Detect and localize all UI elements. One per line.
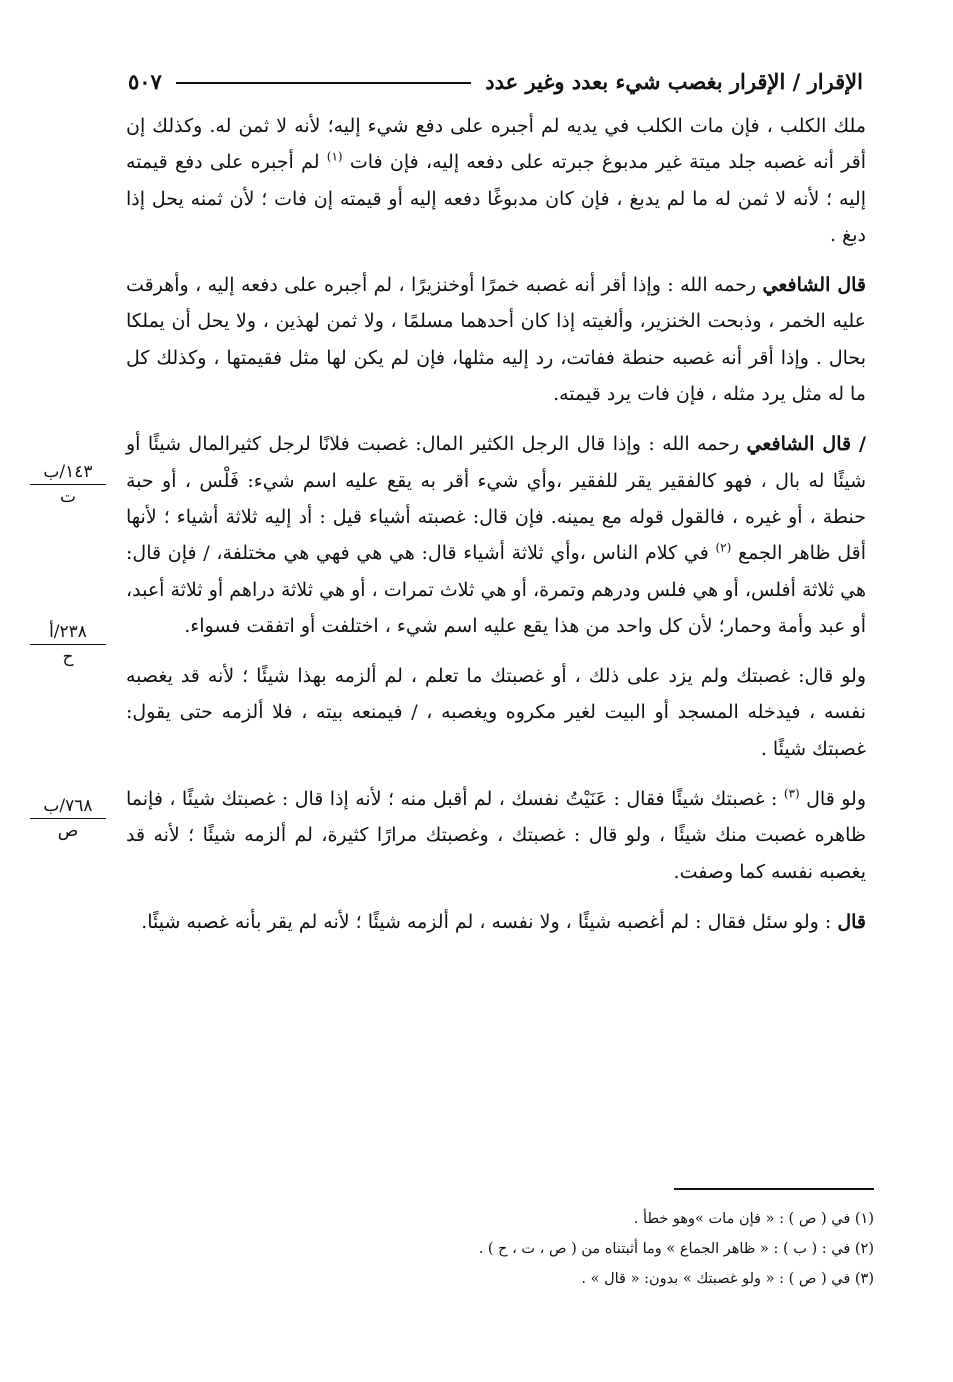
paragraph-text: ملك الكلب ، فإن مات الكلب في يديه لم أجبره على دفع شيء إليه؛ لأنه لا ثمن له. وكذلك إن أقر أنه غصبه جلد ميتة غير مدبوغ جبرته على دفعه إليه، فإن فات bbox=[126, 115, 866, 174]
footnote-3: (٣) في ( ص ) : « ولو غصبتك » بدون: « قال » . bbox=[581, 1271, 874, 1287]
margin-reference bbox=[30, 622, 106, 667]
paragraph-text: رحمه الله : وإذا قال الرجل الكثير المال: غصبت فلانًا لرجل كثيرالمال شيئًا أو شيئًا له بال ، فهو كالفقير يقر للفقير ،وأي شيء أقر به يقع عليه اسم شيء: فَلْس ، أو حبة حنطة ، أو غيره ، فالقول قوله مع يمينه. فإن قال: غصبته أشياء قيل : أد إليه ثلاثة أشياء ؛ لأنها أقل ظاهر الجمع bbox=[126, 433, 866, 565]
paragraph-lead: قال bbox=[837, 910, 866, 933]
paragraph-lead: قال الشافعي bbox=[762, 274, 867, 297]
paragraph-text: ولو قال bbox=[806, 788, 866, 811]
margin-reference-number: ٢٣٨/أ bbox=[30, 622, 106, 645]
paragraph-lead: / قال الشافعي bbox=[746, 433, 866, 456]
footnote-1: (١) في ( ص ) : « فإن مات »وهو خطأ . bbox=[633, 1211, 874, 1227]
page-number: ٥٠٧ bbox=[128, 69, 162, 94]
margin-reference-siglum: ح bbox=[62, 647, 74, 667]
paragraph-1 bbox=[126, 108, 866, 253]
paragraph-3 bbox=[126, 426, 866, 644]
footnote-2: (٢) في : ( ب ) : « ظاهر الجماع » وما أثبتناه من ( ص ، ت ، ح ) . bbox=[478, 1241, 874, 1257]
paragraph-text: لم أجبره على دفع قيمته إليه ؛ لأنه لا ثمن له ما لم يدبغ ، فإن كان مدبوغًا دفعه إليه أو قيمته إن فات ؛ لأن ثمنه يحل إذا دبغ . bbox=[126, 151, 866, 246]
footnotes bbox=[128, 1204, 874, 1294]
paragraph-text: رحمه الله : وإذا أقر أنه غصبه خمرًا أوخنزيرًا ، لم أجبره على دفعه إليه ، وأهرقت عليه الخمر ، وذبحت الخنزير، وألغيته إذا كان أحدهما مسلمًا ، ولا ثمن لهذين ، ولا يحل أن يملكا بحال . وإذا أقر أنه غصبه حنطة ففاتت، رد إليه مثلها، فإن لم يكن لها مثل فقيمتها ، وكذلك كل ما له مثل يرد مثله ، فإن فات يرد قيمته. bbox=[126, 274, 866, 406]
margin-reference bbox=[30, 796, 106, 841]
running-title: الإقرار / الإقرار بغصب شيء بعدد وغير عدد bbox=[485, 69, 863, 94]
paragraph-2 bbox=[126, 267, 866, 412]
paragraph-5 bbox=[126, 781, 866, 890]
paragraph-text: : غصبتك شيئًا فقال : عَنَيْتُ نفسك ، لم أقبل منه ؛ لأنه إذا قال : غصبتك شيئًا ، فإنما ظاهره غصبت منك شيئًا ، ولو قال : غصبتك ، وغصبتك مرارًا كثيرة، لم ألزمه شيئًا ؛ لأنه قد يغصبه نفسه كما وصفت. bbox=[126, 788, 866, 883]
footnote-marker: (١) bbox=[326, 149, 343, 164]
margin-reference bbox=[30, 462, 106, 507]
main-text bbox=[126, 108, 866, 948]
footnote-marker: (٣) bbox=[783, 786, 800, 801]
paragraph-6 bbox=[126, 904, 866, 940]
paragraph-4 bbox=[126, 658, 866, 767]
footnote-marker: (٢) bbox=[715, 540, 732, 555]
header-rule bbox=[176, 82, 471, 84]
margin-reference-number: ١٤٣/ب bbox=[30, 462, 106, 485]
margin-reference-siglum: ص bbox=[57, 821, 79, 841]
paragraph-text: ولو قال: غصبتك ولم يزد على ذلك ، أو غصبتك ما تعلم ، لم ألزمه بهذا شيئًا ؛ لأنه قد يغصبه نفسه ، فيدخله المسجد أو البيت لغير مكروه ويغصبه ، / فيمنعه بيته ، فلا ألزمه حتى يقول: غصبتك شيئًا . bbox=[126, 665, 866, 760]
page-header bbox=[128, 54, 863, 94]
margin-reference-siglum: ت bbox=[59, 487, 76, 507]
margin-reference-number: ٧٦٨/ب bbox=[30, 796, 106, 819]
paragraph-text: : ولو سئل فقال : لم أغصبه شيئًا ، ولا نفسه ، لم ألزمه شيئًا ؛ لأنه لم يقر بأنه غصبه شيئًا. bbox=[141, 910, 832, 933]
paragraph-text: في كلام الناس ،وأي ثلاثة أشياء قال: هي هي فهي هي مختلفة، / فإن قال: هي ثلاثة أفلس، أو هي فلس ودرهم وتمرة، أو هي ثلاث تمرات ، أو هي ثلاثة دراهم أو ثلاثة أعبد، أو عبد وأمة وحمار؛ لأن كل واحد من هذا يقع عليه اسم شيء ، اختلفت أو اتفقت فسواء. bbox=[126, 542, 866, 637]
footnote-separator bbox=[674, 1188, 874, 1190]
